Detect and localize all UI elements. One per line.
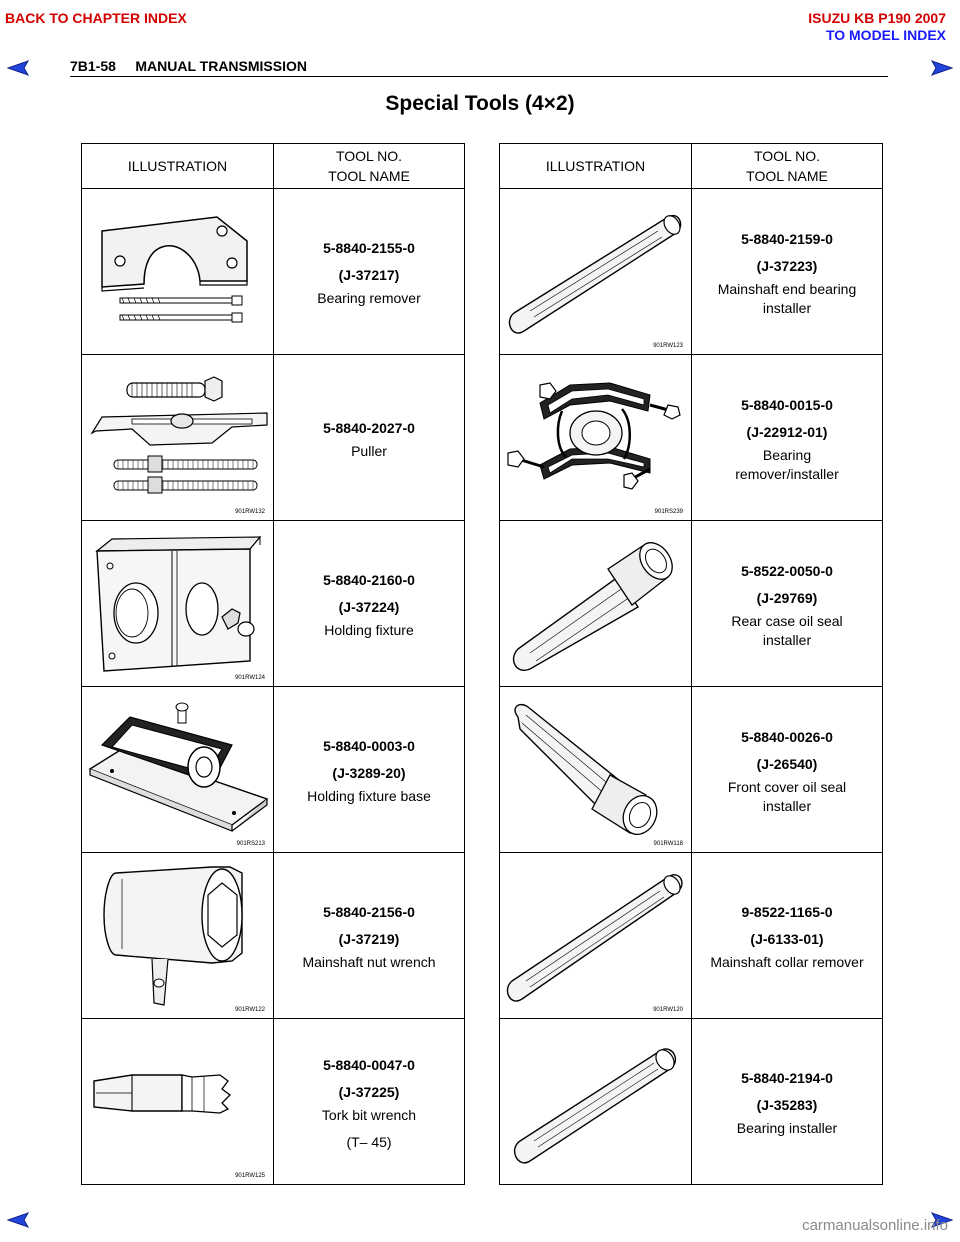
illustration-column-header: ILLUSTRATION xyxy=(500,144,692,189)
collar-remover-tube-icon xyxy=(500,853,691,1018)
tool-name: Bearing remover xyxy=(317,290,421,306)
tool-j-number: (J-3289-20) xyxy=(332,765,406,781)
table-row xyxy=(82,687,465,853)
tool-info-cell xyxy=(692,1019,883,1185)
tool-j-number: (J-37223) xyxy=(756,257,818,274)
tool-j-number: (J-35283) xyxy=(756,1097,818,1113)
tool-name-detail: installer xyxy=(762,631,812,648)
tool-name: Mainshaft nut wrench xyxy=(302,954,436,970)
tool-info-cell xyxy=(692,355,883,521)
bearing-installer-icon xyxy=(500,1019,691,1184)
torx-bit-icon xyxy=(82,1019,273,1184)
section-header: 7B1-58 MANUAL TRANSMISSION xyxy=(70,58,307,74)
to-model-index-link[interactable]: TO MODEL INDEX xyxy=(825,27,946,43)
tool-info-cell xyxy=(274,687,465,853)
tool-column-header xyxy=(692,144,883,189)
tool-name: Rear case oil seal xyxy=(731,612,843,629)
table-row xyxy=(82,189,465,355)
tool-name-header: TOOL NAME xyxy=(746,168,828,184)
tool-number: 5-8840-2156-0 xyxy=(323,904,415,920)
front-seal-installer-icon xyxy=(500,687,691,852)
puller-bar-icon xyxy=(82,355,273,520)
tool-name: Bearing xyxy=(762,446,812,463)
tool-number: 5-8522-0050-0 xyxy=(741,562,833,579)
tool-no-header: TOOL NO. xyxy=(335,148,403,164)
tool-info-cell xyxy=(274,521,465,687)
back-to-chapter-index-link[interactable]: BACK TO CHAPTER INDEX xyxy=(5,10,187,26)
tool-info-cell xyxy=(692,853,883,1019)
table-row xyxy=(82,1019,465,1185)
brand-label[interactable]: ISUZU KB P190 2007 xyxy=(808,10,946,26)
tool-column-header xyxy=(274,144,465,189)
tool-j-number: (J-37219) xyxy=(338,931,400,947)
tool-name-detail: remover/installer xyxy=(735,465,839,482)
tool-name-detail: installer xyxy=(762,299,812,316)
tool-j-number: (J-22912-01) xyxy=(746,423,828,440)
tool-info-cell xyxy=(274,355,465,521)
page-title: Special Tools (4×2) xyxy=(385,92,575,115)
left-tools-table xyxy=(81,143,465,1185)
figure-code: 901RW120 xyxy=(653,1007,683,1013)
table-row xyxy=(500,355,883,521)
table-row xyxy=(500,189,883,355)
bearing-installer-tube-icon xyxy=(500,189,691,354)
figure-code: 901RW122 xyxy=(235,1007,265,1013)
tool-info-cell xyxy=(274,1019,465,1185)
tool-name: Tork bit wrench xyxy=(321,1106,417,1123)
tool-info-cell xyxy=(692,687,883,853)
tool-j-number: (J-37217) xyxy=(338,267,400,283)
tool-name: Holding fixture xyxy=(324,622,414,638)
tool-j-number: (J-37224) xyxy=(338,599,400,615)
bearing-splitter-icon xyxy=(500,355,691,520)
tool-number: 5-8840-2194-0 xyxy=(741,1070,833,1086)
figure-code: 901RW124 xyxy=(235,675,265,681)
table-header-row xyxy=(500,144,883,189)
tool-name-header: TOOL NAME xyxy=(328,168,410,184)
tool-number: 5-8840-2159-0 xyxy=(741,230,833,247)
tool-name: Holding fixture base xyxy=(307,788,431,804)
next-page-arrow-icon[interactable] xyxy=(924,60,954,76)
nut-wrench-icon xyxy=(82,853,273,1018)
figure-code: 901RW118 xyxy=(653,841,683,847)
tool-no-header: TOOL NO. xyxy=(753,148,821,164)
tool-number: 5-8840-2155-0 xyxy=(323,240,415,256)
figure-code: 901RS239 xyxy=(654,509,683,515)
tool-name-detail: (T– 45) xyxy=(346,1133,392,1150)
table-row xyxy=(500,853,883,1019)
tool-name: Mainshaft collar remover xyxy=(710,954,864,970)
model-index-nav xyxy=(808,10,946,44)
tool-info-cell xyxy=(692,189,883,355)
tool-j-number: (J-26540) xyxy=(756,755,818,772)
tool-name: Mainshaft end bearing xyxy=(717,280,857,297)
figure-code: 901RW123 xyxy=(653,343,683,349)
table-row xyxy=(500,1019,883,1185)
tool-number: 5-8840-0047-0 xyxy=(323,1056,415,1073)
header-divider xyxy=(70,76,888,77)
tool-info-cell xyxy=(274,189,465,355)
tool-number: 9-8522-1165-0 xyxy=(741,904,833,920)
previous-page-bottom-arrow-icon[interactable] xyxy=(6,1212,36,1228)
figure-code: 901RW125 xyxy=(235,1173,265,1179)
table-row xyxy=(500,521,883,687)
figure-code: 901RW132 xyxy=(235,509,265,515)
table-row xyxy=(82,521,465,687)
rear-seal-installer-icon xyxy=(500,521,691,686)
tool-name-detail: installer xyxy=(762,797,812,814)
watermark: carmanualsonline.info xyxy=(802,1217,948,1234)
table-row xyxy=(82,355,465,521)
tool-j-number: (J-37225) xyxy=(338,1083,400,1100)
tool-number: 5-8840-0026-0 xyxy=(741,728,833,745)
tool-info-cell xyxy=(692,521,883,687)
tool-number: 5-8840-0003-0 xyxy=(323,738,415,754)
figure-code: 901RS213 xyxy=(236,841,265,847)
tool-name: Bearing installer xyxy=(736,1120,838,1136)
tool-info-cell xyxy=(274,853,465,1019)
holding-fixture-icon xyxy=(82,521,273,686)
previous-page-arrow-icon[interactable] xyxy=(6,60,36,76)
table-row xyxy=(82,853,465,1019)
tool-name: Front cover oil seal xyxy=(727,778,847,795)
tool-number: 5-8840-0015-0 xyxy=(741,396,833,413)
fixture-base-icon xyxy=(82,687,273,852)
table-row xyxy=(500,687,883,853)
tool-name: Puller xyxy=(351,442,387,459)
illustration-column-header: ILLUSTRATION xyxy=(82,144,274,189)
right-tools-table xyxy=(499,143,883,1185)
table-header-row xyxy=(82,144,465,189)
tool-j-number: (J-6133-01) xyxy=(750,931,824,947)
tool-j-number: (J-29769) xyxy=(756,589,818,606)
bearing-remover-plate-icon xyxy=(82,189,273,354)
tool-number: 5-8840-2160-0 xyxy=(323,572,415,588)
tool-number: 5-8840-2027-0 xyxy=(323,419,415,436)
